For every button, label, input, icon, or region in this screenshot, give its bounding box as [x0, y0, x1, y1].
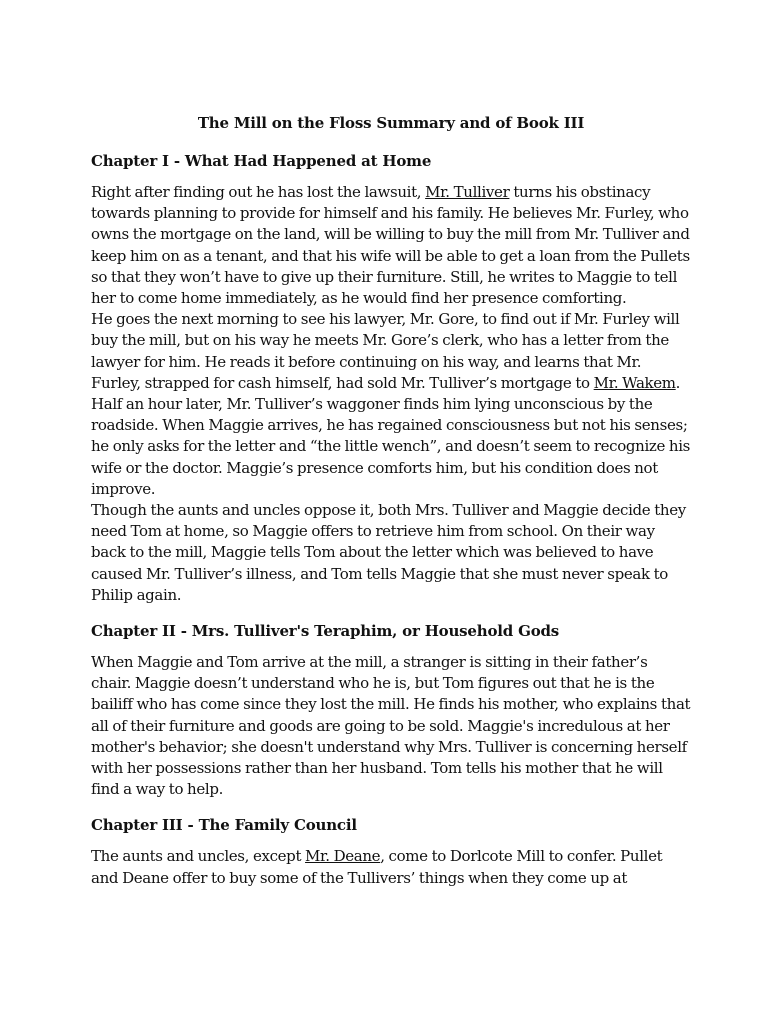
- chapter-1-paragraph-3: Though the aunts and uncles oppose it, both Mrs. Tulliver and Maggie decide they need Tom at home, so Maggie offers to retrieve him from school. On their way back to the mill, Maggie tells Tom about the letter which was believed to have caused Mr. Tulliver’s illness, and Tom tells Maggie that she must never speak to Philip again.: [91, 501, 686, 604]
- chapter-3-heading: Chapter III - The Family Council: [91, 816, 357, 835]
- chapter-1-p1-text-before: Right after finding out he has lost the lawsuit,: [91, 183, 426, 201]
- chapter-2-heading: Chapter II - Mrs. Tulliver's Teraphim, or Household Gods: [91, 622, 560, 641]
- chapter-1-p2-text-before: He goes the next morning to see his lawyer, Mr. Gore, to find out if Mr. Furley will buy the mill, but on his way he meets Mr. Gore’s clerk, who has a letter from the lawyer for him. He reads it before continuing on his way, and learns that Mr. Furley, strapped for cash himself, had sold Mr. Tulliver’s mortgage to: [91, 310, 680, 392]
- chapter-1-p1-text-after: turns his obstinacy towards planning to provide for himself and his family. He believes Mr. Furley, who owns the mortgage on the land, will be willing to buy the mill from Mr. Tulliver and keep him on as a tenant, and that his wife will be able to get a loan from the Pullets so that they won’t have to give up their furniture. Still, he writes to Maggie to tell her to come home immediately, as he would find her presence comforting.: [91, 183, 690, 308]
- chapter-1-heading: Chapter I - What Had Happened at Home: [91, 152, 432, 170]
- chapter-2-paragraph-1: When Maggie and Tom arrive at the mill, a stranger is sitting in their father’s chair. Maggie doesn’t understand who he is, but Tom figures out that he is the bailiff who has come since they lost the mill. He finds his mother, who explains that all of their furniture and goods are going to be sold. Maggie's incredulous at her mother's behavior; she doesn't understand why Mrs. Tulliver is concerning herself with her possessions rather than her husband. Tom tells his mother that he will find a way to help.: [91, 653, 691, 799]
- mr-tulliver-link[interactable]: Mr. Tulliver: [425, 183, 510, 201]
- mr-deane-link[interactable]: Mr. Deane: [305, 847, 381, 866]
- chapter-1-paragraph-2: [91, 309, 691, 500]
- chapter-3-paragraph-1: [91, 846, 691, 888]
- chapter-3-p1-text-before: The aunts and uncles, except: [91, 847, 306, 866]
- chapter-2-section: [91, 620, 691, 800]
- chapter-1-p2-text-after: . Half an hour later, Mr. Tulliver’s waggoner finds him lying unconscious by the roadside. When Maggie arrives, he has regained consciousness but not his senses; he only asks for the letter and “the little wench”, and doesn’t seem to recognize his wife or the doctor. Maggie’s presence comforts him, but his condition does not improve.: [91, 373, 691, 498]
- mr-wakem-link[interactable]: Mr. Wakem: [593, 373, 676, 392]
- chapter-1-section: [91, 150, 691, 606]
- document-page: [91, 112, 691, 903]
- document-title: The Mill on the Floss Summary and of Book III: [197, 114, 585, 132]
- chapter-1-paragraph-1: [91, 182, 691, 309]
- chapter-3-p1-text-after: , come to Dorlcote Mill to confer. Pullet and Deane offer to buy some of the Tullivers’ things when they come up at: [91, 847, 663, 887]
- chapter-3-section: [91, 814, 691, 888]
